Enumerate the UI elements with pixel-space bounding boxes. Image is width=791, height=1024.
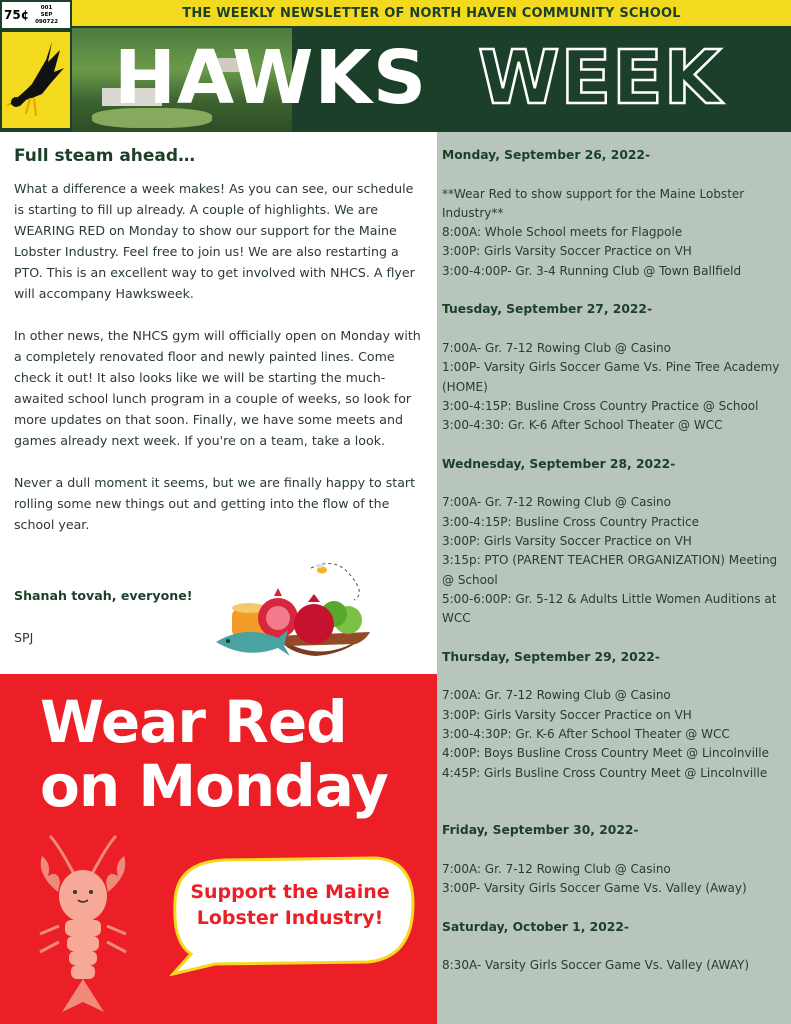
schedule-gap xyxy=(442,802,787,821)
banner-text: THE WEEKLY NEWSLETTER OF NORTH HAVEN COMMUNITY SCHOOL xyxy=(182,5,681,21)
schedule-gap xyxy=(442,628,787,647)
article-paragraph: What a difference a week makes! As you can see, our schedule is starting to fill up already. A couple of highlights. We are WEARING RED on Monday to show our support for the Maine Lobster Industry. Feel free to join us! We are also restarting a PTO. This is an excellent way to get involved with NHCS. A flyer will accompany Hawksweek. xyxy=(14,181,415,301)
schedule-event: **Wear Red to show support for the Maine Lobster Industry** xyxy=(442,186,745,220)
schedule-event: 7:00A: Gr. 7-12 Rowing Club @ Casino xyxy=(442,688,671,703)
fruit-bowl-illustration xyxy=(216,556,376,666)
bubble-line-1: Support the Maine xyxy=(190,881,390,903)
price-box xyxy=(0,0,72,30)
schedule-day-heading: Wednesday, September 28, 2022- xyxy=(442,456,676,471)
hawk-logo xyxy=(0,30,72,130)
schedule-day-heading: Friday, September 30, 2022- xyxy=(442,823,639,838)
schedule-event: 3:00-4:00P- Gr. 3-4 Running Club @ Town Ballfield xyxy=(442,263,742,278)
article-heading: Full steam ahead… xyxy=(14,146,196,166)
schedule-event: 4:45P: Girls Busline Cross Country Meet @ Lincolnville xyxy=(442,765,768,780)
schedule-gap xyxy=(442,435,787,454)
schedule-day-heading: Saturday, October 1, 2022- xyxy=(442,919,629,934)
lead-article xyxy=(0,132,437,674)
issue-number: 001 xyxy=(40,4,53,11)
schedule-day-heading: Tuesday, September 27, 2022- xyxy=(442,302,653,317)
article-body xyxy=(14,178,426,556)
schedule-event: 5:00-6:00P: Gr. 5-12 & Adults Little Women Auditions at WCC xyxy=(442,591,777,626)
schedule-event: 3:00-4:30P: Gr. K-6 After School Theater @ WCC xyxy=(442,726,730,741)
issue-date: 090722 xyxy=(35,18,59,25)
schedule-event: 1:00P- Varsity Girls Soccer Game Vs. Pine Tree Academy (HOME) xyxy=(442,360,780,394)
article-signoff: Shanah tovah, everyone! xyxy=(14,588,193,603)
masthead xyxy=(0,0,791,132)
schedule-event: 8:00A: Whole School meets for Flagpole xyxy=(442,225,683,240)
title-hawks: HAWKS xyxy=(114,35,428,121)
article-paragraph: Never a dull moment it seems, but we are finally happy to start rolling some new things out and getting into the flow of the school year. xyxy=(14,475,416,532)
schedule-spacer xyxy=(442,937,787,956)
lobster-illustration xyxy=(28,834,138,1019)
promo-headline-line-1: Wear Red xyxy=(40,688,347,756)
schedule-event: 7:00A: Gr. 7-12 Rowing Club @ Casino xyxy=(442,861,671,876)
schedule-day-heading: Monday, September 26, 2022- xyxy=(442,148,651,162)
article-paragraph: In other news, the NHCS gym will officially open on Monday with a completely renovated floor and newly painted lines. Come check it out! It also looks like we will be starting the much-awaited school lunch program in a couple of weeks, so look for more updates on that soon. Finally, we have some meets and games already next week. If you're on a team, take a look. xyxy=(14,328,421,448)
schedule-spacer xyxy=(442,474,787,493)
schedule-gap xyxy=(442,281,787,300)
schedule-event: 3:00P- Varsity Girls Soccer Game Vs. Valley (Away) xyxy=(442,881,747,896)
schedule-spacer xyxy=(442,667,787,686)
issue-month: SEP xyxy=(40,11,53,18)
schedule-gap xyxy=(442,899,787,918)
bubble-text xyxy=(175,879,405,931)
schedule-event: 4:00P: Boys Busline Cross Country Meet @ Lincolnville xyxy=(442,746,769,761)
schedule-event: 3:00P: Girls Varsity Soccer Practice on VH xyxy=(442,533,692,548)
promo-headline-line-2: on Monday xyxy=(40,752,388,820)
schedule-spacer xyxy=(442,165,787,184)
schedule-event: 7:00A- Gr. 7-12 Rowing Club @ Casino xyxy=(442,495,672,510)
schedule-event: 3:00-4:15P: Busline Cross Country Practice xyxy=(442,514,700,529)
schedule-spacer xyxy=(442,783,787,802)
schedule-event: 3:00-4:15P: Busline Cross Country Practice @ School xyxy=(442,398,759,413)
schedule-event: 7:00A- Gr. 7-12 Rowing Club @ Casino xyxy=(442,340,672,355)
schedule-event: 3:00P: Girls Varsity Soccer Practice on VH xyxy=(442,707,692,722)
schedule-event: 3:15p: PTO (PARENT TEACHER ORGANIZATION) Meeting @ School xyxy=(442,553,778,587)
schedule-spacer xyxy=(442,841,787,860)
issue-info xyxy=(35,5,58,26)
wear-red-promo xyxy=(0,674,437,1024)
schedule-event: 3:00P: Girls Varsity Soccer Practice on VH xyxy=(442,244,692,259)
promo-headline xyxy=(40,690,388,818)
author-initials: SPJ xyxy=(14,630,34,645)
schedule-spacer xyxy=(442,320,787,339)
newsletter-banner xyxy=(72,0,791,28)
schedule-list xyxy=(442,146,787,976)
schedule-day-heading: Thursday, September 29, 2022- xyxy=(442,649,660,664)
schedule-event: 8:30A- Varsity Girls Soccer Game Vs. Valley (AWAY) xyxy=(442,958,750,973)
price-label: 75¢ xyxy=(4,8,30,22)
hawk-icon xyxy=(2,32,70,128)
title-week: WEEK xyxy=(478,35,723,121)
weekly-schedule xyxy=(437,132,791,1024)
bubble-line-2: Lobster Industry! xyxy=(196,907,384,929)
schedule-event: 3:00-4:30: Gr. K-6 After School Theater @ WCC xyxy=(442,418,723,433)
